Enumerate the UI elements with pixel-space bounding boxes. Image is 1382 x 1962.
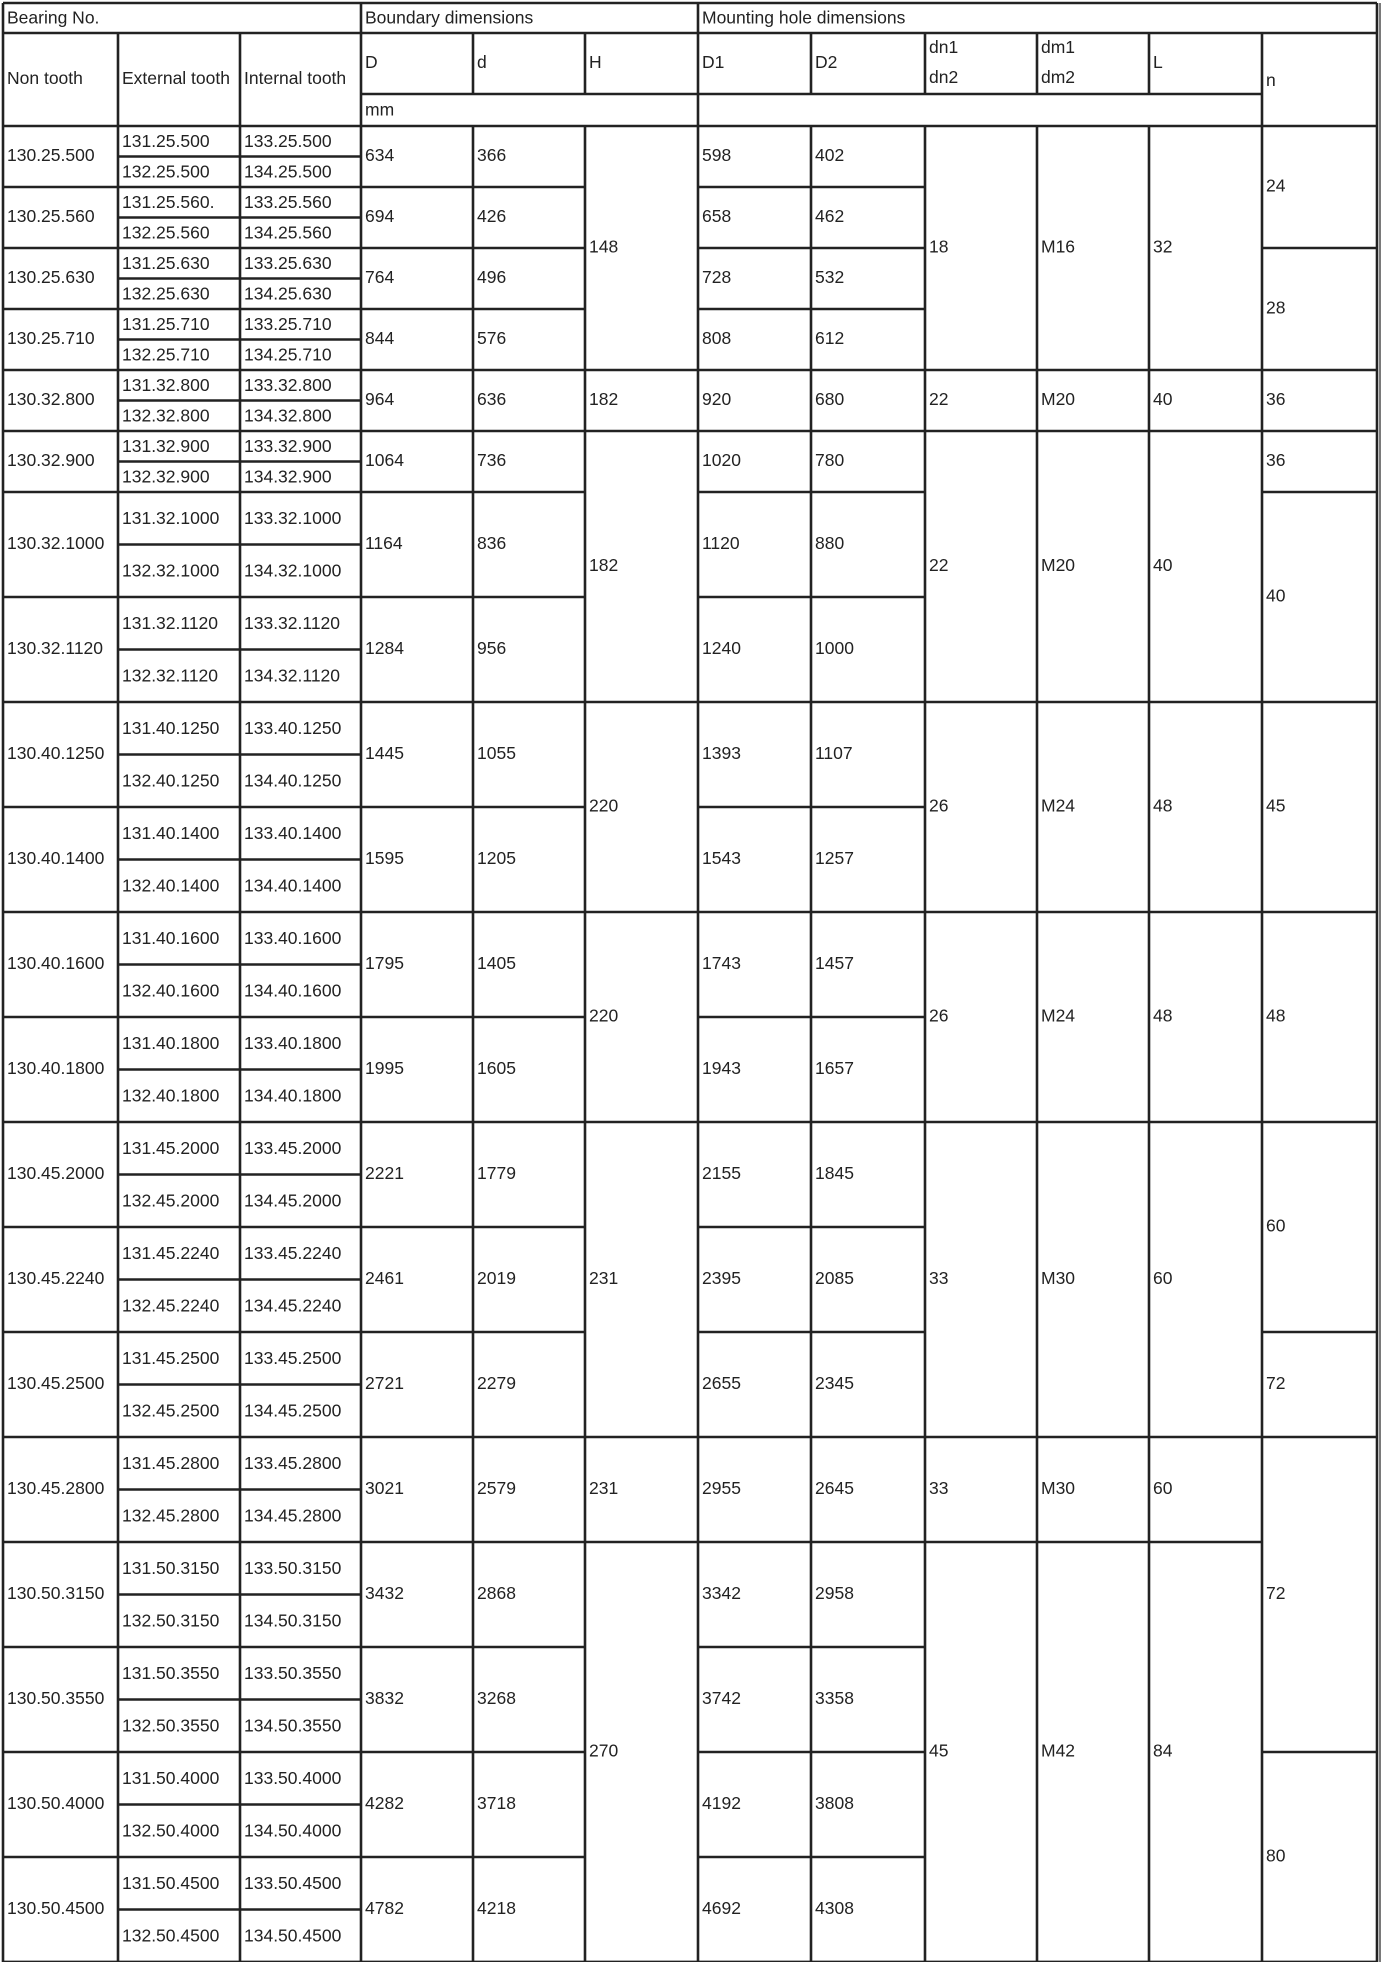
D2-cell: 1657 [815, 1058, 854, 1079]
external-tooth-cell: 131.25.500 [122, 130, 210, 151]
d-cell: 496 [477, 267, 507, 288]
internal-tooth-cell: 134.50.3150 [244, 1610, 342, 1631]
external-tooth-cell: 132.32.900 [122, 466, 210, 487]
external-tooth-cell: 132.25.630 [122, 283, 210, 304]
d-cell: 2279 [477, 1373, 516, 1394]
external-tooth-cell: 131.32.900 [122, 435, 210, 456]
D-cell: 844 [365, 328, 395, 349]
D2-cell: 3808 [815, 1793, 854, 1814]
D1-cell: 728 [702, 267, 732, 288]
D1-cell: 3342 [702, 1583, 741, 1604]
dm-cell: M24 [1041, 1005, 1076, 1026]
external-tooth-cell: 131.40.1400 [122, 822, 220, 843]
D-cell: 1445 [365, 743, 404, 764]
D-cell: 4782 [365, 1898, 404, 1919]
non-tooth-cell: 130.50.4500 [7, 1898, 105, 1919]
external-tooth-cell: 132.40.1250 [122, 770, 220, 791]
D2-cell: 4308 [815, 1898, 854, 1919]
internal-tooth-cell: 134.32.1120 [244, 665, 341, 686]
D-cell: 694 [365, 206, 395, 227]
internal-tooth-cell: 134.45.2000 [244, 1190, 342, 1211]
internal-tooth-cell: 133.45.2240 [244, 1242, 342, 1263]
D-cell: 2461 [365, 1268, 404, 1289]
D1-cell: 920 [702, 389, 732, 410]
internal-tooth-cell: 134.50.4500 [244, 1925, 342, 1946]
header-bearing-no: Bearing No. [7, 7, 100, 28]
D2-cell: 2085 [815, 1268, 854, 1289]
D-cell: 1164 [365, 533, 403, 554]
external-tooth-cell: 131.50.3550 [122, 1662, 220, 1683]
D-cell: 3832 [365, 1688, 404, 1709]
D2-cell: 1000 [815, 638, 854, 659]
non-tooth-cell: 130.32.900 [7, 450, 95, 471]
internal-tooth-cell: 133.40.1400 [244, 822, 342, 843]
non-tooth-cell: 130.50.3550 [7, 1688, 105, 1709]
external-tooth-cell: 131.50.4500 [122, 1872, 220, 1893]
D2-cell: 612 [815, 328, 845, 349]
d-cell: 1405 [477, 953, 516, 974]
H-cell: 182 [589, 389, 619, 410]
D-cell: 1795 [365, 953, 404, 974]
internal-tooth-cell: 134.40.1250 [244, 770, 342, 791]
dm-cell: M16 [1041, 236, 1076, 257]
internal-tooth-cell: 134.32.1000 [244, 560, 342, 581]
column-header-dm2: dm2 [1041, 67, 1076, 88]
dn-cell: 33 [929, 1268, 949, 1289]
D1-cell: 2155 [702, 1163, 741, 1184]
internal-tooth-cell: 133.25.710 [244, 313, 332, 334]
internal-tooth-cell: 133.50.3550 [244, 1662, 342, 1683]
D1-cell: 658 [702, 206, 732, 227]
non-tooth-cell: 130.32.800 [7, 389, 95, 410]
external-tooth-cell: 132.32.800 [122, 405, 210, 426]
internal-tooth-cell: 134.40.1800 [244, 1085, 342, 1106]
d-cell: 3268 [477, 1688, 516, 1709]
dm-cell: M30 [1041, 1478, 1076, 1499]
d-cell: 366 [477, 145, 507, 166]
d-cell: 576 [477, 328, 507, 349]
internal-tooth-cell: 134.25.560 [244, 222, 332, 243]
d-cell: 2868 [477, 1583, 516, 1604]
dm-cell: M30 [1041, 1268, 1076, 1289]
header-boundary-dimensions: Boundary dimensions [365, 7, 534, 28]
D-cell: 964 [365, 389, 395, 410]
external-tooth-cell: 131.45.2000 [122, 1137, 220, 1158]
internal-tooth-cell: 133.50.4500 [244, 1872, 342, 1893]
column-header-n: n [1266, 70, 1276, 91]
D-cell: 1595 [365, 848, 404, 869]
non-tooth-cell: 130.45.2800 [7, 1478, 105, 1499]
D-cell: 2721 [365, 1373, 404, 1394]
L-cell: 60 [1153, 1478, 1173, 1499]
internal-tooth-cell: 134.25.710 [244, 344, 332, 365]
internal-tooth-cell: 133.50.4000 [244, 1767, 342, 1788]
L-cell: 40 [1153, 389, 1173, 410]
internal-tooth-cell: 134.32.800 [244, 405, 332, 426]
column-header-D: D [365, 52, 378, 73]
external-tooth-cell: 131.32.1120 [122, 612, 219, 633]
column-header-D1: D1 [702, 52, 725, 73]
dm-cell: M42 [1041, 1740, 1076, 1761]
internal-tooth-cell: 133.25.560 [244, 191, 332, 212]
D-cell: 764 [365, 267, 395, 288]
n-cell: 28 [1266, 297, 1286, 318]
dn-cell: 26 [929, 1005, 949, 1026]
non-tooth-cell: 130.25.500 [7, 145, 95, 166]
D-cell: 3432 [365, 1583, 404, 1604]
D2-cell: 2345 [815, 1373, 854, 1394]
non-tooth-cell: 130.25.710 [7, 328, 95, 349]
D1-cell: 1120 [702, 533, 740, 554]
internal-tooth-cell: 133.40.1600 [244, 927, 342, 948]
internal-tooth-cell: 134.45.2800 [244, 1505, 342, 1526]
non-tooth-cell: 130.32.1120 [7, 638, 104, 659]
D1-cell: 1020 [702, 450, 741, 471]
H-cell: 231 [589, 1478, 619, 1499]
external-tooth-cell: 131.50.4000 [122, 1767, 220, 1788]
internal-tooth-cell: 134.45.2240 [244, 1295, 342, 1316]
D1-cell: 1240 [702, 638, 741, 659]
dm-cell: M24 [1041, 795, 1076, 816]
internal-tooth-cell: 134.45.2500 [244, 1400, 342, 1421]
non-tooth-cell: 130.32.1000 [7, 533, 105, 554]
D-cell: 1064 [365, 450, 404, 471]
D1-cell: 2395 [702, 1268, 741, 1289]
non-tooth-cell: 130.50.4000 [7, 1793, 105, 1814]
column-header-external-tooth: External tooth [122, 68, 230, 89]
dn-cell: 22 [929, 389, 949, 410]
D2-cell: 402 [815, 145, 845, 166]
n-cell: 80 [1266, 1845, 1286, 1866]
internal-tooth-cell: 133.45.2500 [244, 1347, 342, 1368]
non-tooth-cell: 130.45.2240 [7, 1268, 105, 1289]
internal-tooth-cell: 134.50.3550 [244, 1715, 342, 1736]
D1-cell: 3742 [702, 1688, 741, 1709]
non-tooth-cell: 130.45.2000 [7, 1163, 105, 1184]
external-tooth-cell: 131.40.1800 [122, 1032, 220, 1053]
D1-cell: 4692 [702, 1898, 741, 1919]
d-cell: 1605 [477, 1058, 516, 1079]
internal-tooth-cell: 133.32.1120 [244, 612, 341, 633]
column-header-dm1: dm1 [1041, 37, 1076, 58]
internal-tooth-cell: 133.25.630 [244, 252, 332, 273]
external-tooth-cell: 132.45.2000 [122, 1190, 220, 1211]
column-header-non-tooth: Non tooth [7, 68, 83, 89]
d-cell: 4218 [477, 1898, 516, 1919]
D-cell: 3021 [365, 1478, 404, 1499]
D2-cell: 2645 [815, 1478, 854, 1499]
internal-tooth-cell: 133.40.1800 [244, 1032, 342, 1053]
n-cell: 24 [1266, 175, 1286, 196]
D1-cell: 1743 [702, 953, 741, 974]
external-tooth-cell: 132.40.1600 [122, 980, 220, 1001]
L-cell: 84 [1153, 1740, 1173, 1761]
n-cell: 36 [1266, 389, 1286, 410]
L-cell: 40 [1153, 555, 1173, 576]
D2-cell: 1257 [815, 848, 854, 869]
dm-cell: M20 [1041, 389, 1076, 410]
n-cell: 72 [1266, 1583, 1286, 1604]
non-tooth-cell: 130.25.560 [7, 206, 95, 227]
D-cell: 4282 [365, 1793, 404, 1814]
external-tooth-cell: 132.25.710 [122, 344, 210, 365]
external-tooth-cell: 131.40.1600 [122, 927, 220, 948]
dn-cell: 22 [929, 555, 949, 576]
internal-tooth-cell: 134.40.1600 [244, 980, 342, 1001]
L-cell: 60 [1153, 1268, 1173, 1289]
internal-tooth-cell: 134.50.4000 [244, 1820, 342, 1841]
external-tooth-cell: 131.45.2800 [122, 1452, 220, 1473]
internal-tooth-cell: 133.32.800 [244, 374, 332, 395]
d-cell: 3718 [477, 1793, 516, 1814]
dm-cell: M20 [1041, 555, 1076, 576]
external-tooth-cell: 132.50.3150 [122, 1610, 220, 1631]
D2-cell: 1107 [815, 743, 853, 764]
d-cell: 2579 [477, 1478, 516, 1499]
L-cell: 32 [1153, 236, 1173, 257]
D2-cell: 880 [815, 533, 845, 554]
D1-cell: 4192 [702, 1793, 741, 1814]
D-cell: 634 [365, 145, 395, 166]
external-tooth-cell: 132.45.2800 [122, 1505, 220, 1526]
external-tooth-cell: 132.50.4500 [122, 1925, 220, 1946]
non-tooth-cell: 130.50.3150 [7, 1583, 105, 1604]
D2-cell: 3358 [815, 1688, 854, 1709]
external-tooth-cell: 132.40.1800 [122, 1085, 220, 1106]
n-cell: 48 [1266, 1005, 1286, 1026]
column-header-dn2: dn2 [929, 67, 959, 88]
dn-cell: 26 [929, 795, 949, 816]
d-cell: 1205 [477, 848, 516, 869]
n-cell: 60 [1266, 1215, 1286, 1236]
internal-tooth-cell: 134.32.900 [244, 466, 332, 487]
D2-cell: 2958 [815, 1583, 854, 1604]
external-tooth-cell: 132.25.560 [122, 222, 210, 243]
external-tooth-cell: 132.25.500 [122, 161, 210, 182]
D2-cell: 1457 [815, 953, 854, 974]
D1-cell: 808 [702, 328, 732, 349]
H-cell: 231 [589, 1268, 619, 1289]
external-tooth-cell: 132.45.2240 [122, 1295, 220, 1316]
external-tooth-cell: 132.32.1120 [122, 665, 219, 686]
internal-tooth-cell: 133.32.1000 [244, 507, 342, 528]
D1-cell: 598 [702, 145, 732, 166]
n-cell: 72 [1266, 1373, 1286, 1394]
D2-cell: 532 [815, 267, 845, 288]
n-cell: 45 [1266, 795, 1286, 816]
D2-cell: 780 [815, 450, 845, 471]
H-cell: 182 [589, 555, 619, 576]
internal-tooth-cell: 134.40.1400 [244, 875, 342, 896]
D2-cell: 1845 [815, 1163, 854, 1184]
column-header-d: d [477, 52, 487, 73]
internal-tooth-cell: 133.50.3150 [244, 1557, 342, 1578]
H-cell: 148 [589, 236, 619, 257]
non-tooth-cell: 130.45.2500 [7, 1373, 105, 1394]
internal-tooth-cell: 133.45.2000 [244, 1137, 342, 1158]
external-tooth-cell: 131.50.3150 [122, 1557, 220, 1578]
external-tooth-cell: 132.50.4000 [122, 1820, 220, 1841]
L-cell: 48 [1153, 795, 1173, 816]
D-cell: 1995 [365, 1058, 404, 1079]
external-tooth-cell: 131.32.800 [122, 374, 210, 395]
n-cell: 36 [1266, 450, 1286, 471]
column-header-dn1: dn1 [929, 37, 959, 58]
internal-tooth-cell: 133.40.1250 [244, 717, 342, 738]
dn-cell: 45 [929, 1740, 949, 1761]
external-tooth-cell: 132.45.2500 [122, 1400, 220, 1421]
external-tooth-cell: 131.25.560. [122, 191, 215, 212]
D1-cell: 2955 [702, 1478, 741, 1499]
n-cell: 40 [1266, 585, 1286, 606]
H-cell: 220 [589, 1005, 619, 1026]
internal-tooth-cell: 133.25.500 [244, 130, 332, 151]
D2-cell: 462 [815, 206, 845, 227]
D1-cell: 1543 [702, 848, 741, 869]
internal-tooth-cell: 133.32.900 [244, 435, 332, 456]
H-cell: 270 [589, 1740, 619, 1761]
dn-cell: 18 [929, 236, 949, 257]
external-tooth-cell: 131.40.1250 [122, 717, 220, 738]
header-mounting-hole-dimensions: Mounting hole dimensions [702, 7, 906, 28]
external-tooth-cell: 131.25.630 [122, 252, 210, 273]
column-header-internal-tooth: Internal tooth [244, 68, 347, 89]
D-cell: 1284 [365, 638, 404, 659]
d-cell: 426 [477, 206, 507, 227]
D2-cell: 680 [815, 389, 845, 410]
non-tooth-cell: 130.40.1600 [7, 953, 105, 974]
external-tooth-cell: 131.25.710 [122, 313, 210, 334]
non-tooth-cell: 130.25.630 [7, 267, 95, 288]
d-cell: 736 [477, 450, 507, 471]
D1-cell: 1393 [702, 743, 741, 764]
non-tooth-cell: 130.40.1250 [7, 743, 105, 764]
d-cell: 2019 [477, 1268, 516, 1289]
internal-tooth-cell: 134.25.500 [244, 161, 332, 182]
d-cell: 1055 [477, 743, 516, 764]
d-cell: 836 [477, 533, 507, 554]
external-tooth-cell: 131.32.1000 [122, 507, 220, 528]
d-cell: 636 [477, 389, 507, 410]
external-tooth-cell: 132.40.1400 [122, 875, 220, 896]
internal-tooth-cell: 134.25.630 [244, 283, 332, 304]
D-cell: 2221 [365, 1163, 404, 1184]
non-tooth-cell: 130.40.1800 [7, 1058, 105, 1079]
internal-tooth-cell: 133.45.2800 [244, 1452, 342, 1473]
external-tooth-cell: 131.45.2500 [122, 1347, 220, 1368]
non-tooth-cell: 130.40.1400 [7, 848, 105, 869]
D1-cell: 1943 [702, 1058, 741, 1079]
external-tooth-cell: 131.45.2240 [122, 1242, 220, 1263]
dn-cell: 33 [929, 1478, 949, 1499]
L-cell: 48 [1153, 1005, 1173, 1026]
D1-cell: 2655 [702, 1373, 741, 1394]
d-cell: 1779 [477, 1163, 516, 1184]
H-cell: 220 [589, 795, 619, 816]
column-header-D2: D2 [815, 52, 838, 73]
external-tooth-cell: 132.32.1000 [122, 560, 220, 581]
d-cell: 956 [477, 638, 507, 659]
column-header-L: L [1153, 52, 1163, 73]
column-header-H: H [589, 52, 602, 73]
external-tooth-cell: 132.50.3550 [122, 1715, 220, 1736]
unit-label: mm [365, 99, 395, 120]
